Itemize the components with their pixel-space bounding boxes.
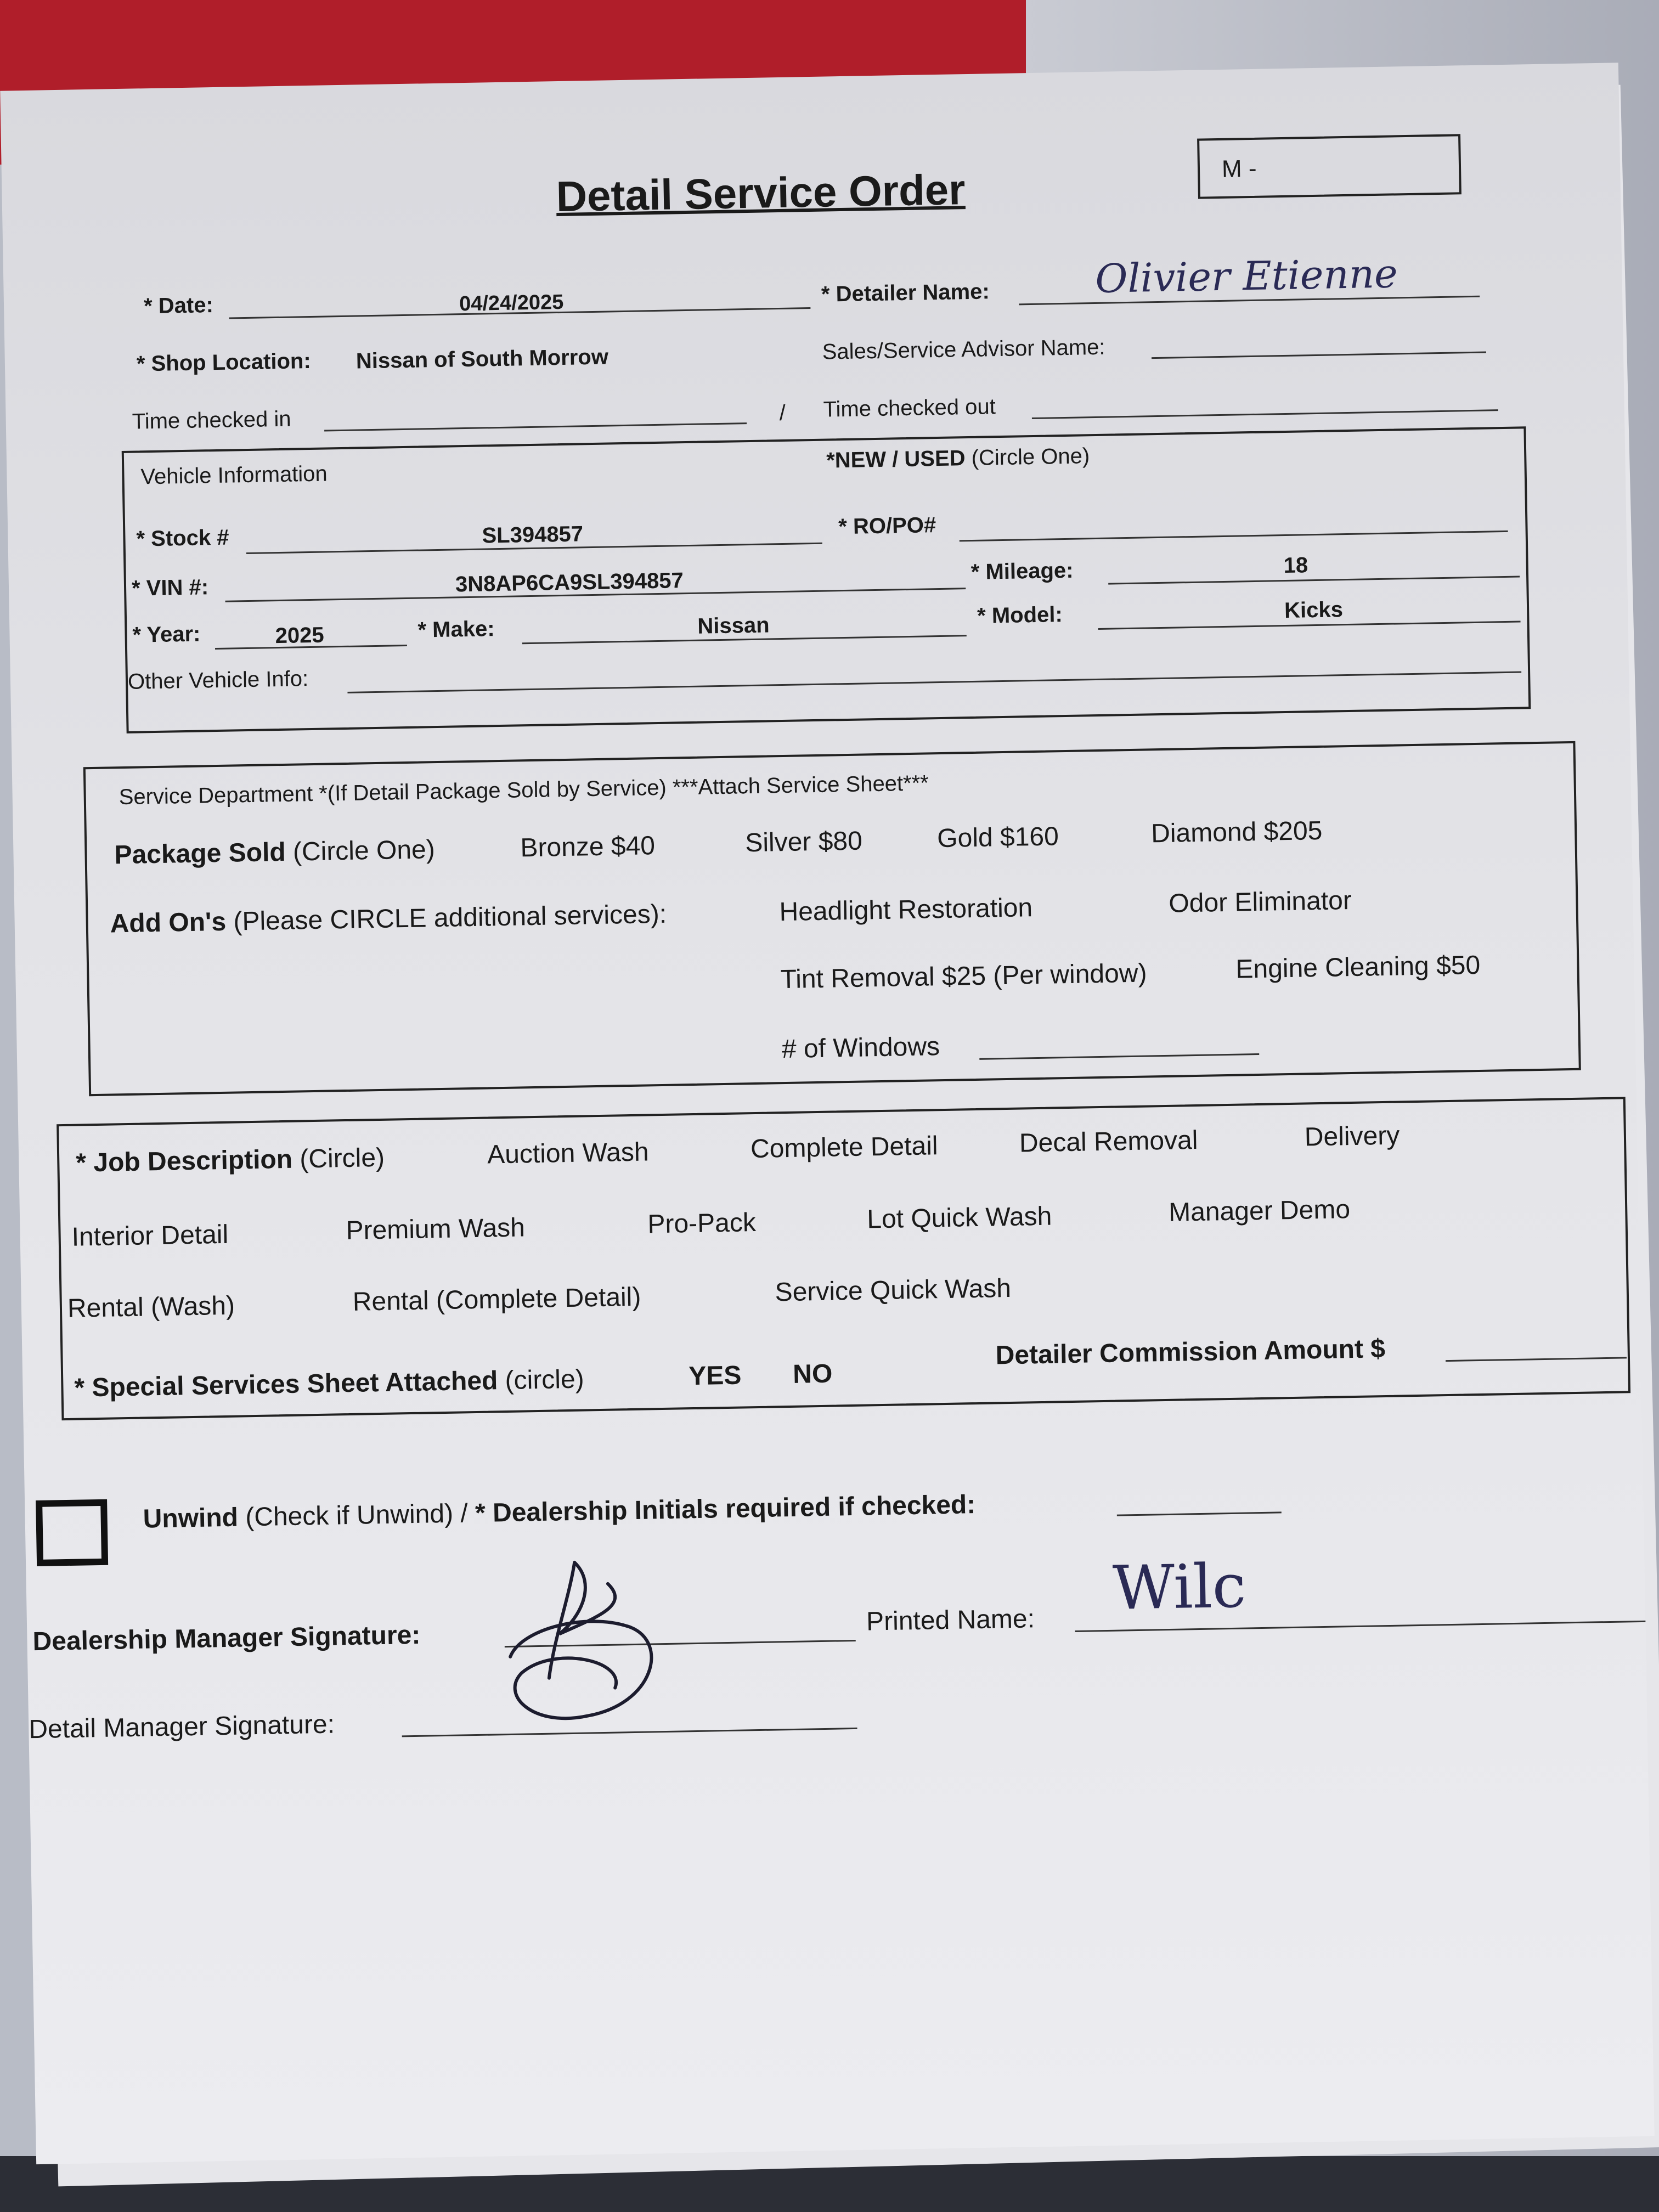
time-checked-in-label: Time checked in: [132, 407, 291, 434]
special-services-no[interactable]: NO: [792, 1359, 833, 1389]
stock-number-label: * Stock #: [136, 525, 229, 551]
time-checked-out-label: Time checked out: [823, 394, 996, 422]
order-number-box[interactable]: [1197, 134, 1462, 199]
unwind-note: (Check if Unwind) /: [245, 1499, 469, 1532]
addon-odor-eliminator[interactable]: Odor Eliminator: [1168, 885, 1352, 918]
stock-number-value: SL394857: [482, 522, 584, 548]
special-services-yes[interactable]: YES: [688, 1361, 742, 1391]
job-manager-demo[interactable]: Manager Demo: [1168, 1195, 1351, 1227]
package-sold-label: [114, 834, 435, 870]
addon-headlight-restoration[interactable]: Headlight Restoration: [779, 893, 1033, 927]
time-checked-out-line[interactable]: [1032, 409, 1498, 419]
vehicle-information-box: [122, 426, 1531, 733]
package-sold-circle-one: (Circle One): [292, 835, 436, 867]
detailer-commission-label: Detailer Commission Amount $: [995, 1334, 1386, 1370]
new-used-selector[interactable]: [826, 444, 1090, 473]
other-vehicle-info-label: Other Vehicle Info:: [127, 667, 309, 694]
job-description-label: [76, 1143, 385, 1178]
shop-location-value: Nissan of South Morrow: [356, 345, 609, 374]
job-description-text: * Job Description: [75, 1144, 293, 1178]
special-services-label: [74, 1364, 584, 1403]
detail-service-order-form: [0, 63, 1655, 2164]
service-department-heading: Service Department *(If Detail Package Sold by Service) ***Attach Service Sheet***: [119, 771, 929, 810]
job-service-quick-wash[interactable]: Service Quick Wash: [775, 1273, 1012, 1307]
job-decal-removal[interactable]: Decal Removal: [1019, 1125, 1198, 1158]
job-description-box: [57, 1097, 1630, 1420]
vin-value: 3N8AP6CA9SL394857: [455, 568, 684, 597]
dealership-initials-label: * Dealership Initials required if checked:: [475, 1490, 976, 1528]
detail-manager-signature-label: Detail Manager Signature:: [28, 1709, 335, 1745]
number-of-windows-line[interactable]: [979, 1053, 1259, 1060]
unwind-checkbox[interactable]: [36, 1499, 108, 1566]
addon-engine-cleaning[interactable]: Engine Cleaning $50: [1235, 950, 1481, 984]
model-value: Kicks: [1284, 597, 1344, 623]
other-vehicle-info-line[interactable]: [347, 672, 1521, 693]
number-of-windows-label: # of Windows: [781, 1032, 940, 1064]
add-ons-note: (Please CIRCLE additional services):: [233, 899, 667, 936]
detailer-name-label: * Detailer Name:: [821, 279, 990, 307]
addon-tint-removal[interactable]: Tint Removal $25 (Per window): [780, 958, 1147, 995]
vin-label: * VIN #:: [131, 575, 209, 601]
job-rental-wash[interactable]: Rental (Wash): [67, 1291, 235, 1323]
advisor-name-line[interactable]: [1152, 352, 1486, 359]
detailer-name-handwritten: Olivier Etienne: [1094, 250, 1398, 302]
dealership-manager-signature-mark: [487, 1549, 687, 1734]
special-services-circle: (circle): [505, 1364, 585, 1396]
model-label: * Model:: [977, 602, 1063, 628]
time-checked-in-line[interactable]: [324, 422, 747, 431]
new-used-circle-one: (Circle One): [971, 444, 1090, 470]
job-lot-quick-wash[interactable]: Lot Quick Wash: [866, 1201, 1052, 1234]
mileage-line[interactable]: [1108, 576, 1520, 585]
package-silver[interactable]: Silver $80: [744, 826, 863, 858]
unwind-label: [143, 1489, 975, 1534]
dealership-initials-line[interactable]: [1117, 1511, 1282, 1516]
package-diamond[interactable]: Diamond $205: [1150, 816, 1323, 849]
shop-location-label: * Shop Location:: [136, 348, 312, 376]
form-title: Detail Service Order: [555, 165, 966, 221]
package-gold[interactable]: Gold $160: [936, 822, 1059, 854]
time-separator: /: [779, 400, 786, 426]
date-label: * Date:: [143, 293, 214, 319]
job-complete-detail[interactable]: Complete Detail: [750, 1131, 938, 1164]
job-delivery[interactable]: Delivery: [1304, 1121, 1400, 1152]
new-used-label: *NEW / USED: [826, 446, 966, 473]
job-auction-wash[interactable]: Auction Wash: [487, 1137, 649, 1170]
year-label: * Year:: [132, 622, 201, 647]
unwind-text: Unwind: [143, 1503, 239, 1534]
date-value: 04/24/2025: [459, 290, 564, 316]
job-premium-wash[interactable]: Premium Wash: [346, 1213, 526, 1246]
year-value: 2025: [275, 623, 324, 648]
job-rental-complete-detail[interactable]: Rental (Complete Detail): [352, 1282, 641, 1317]
add-ons-label: [110, 899, 667, 939]
job-description-circle: (Circle): [299, 1143, 385, 1174]
package-sold-text: Package Sold: [114, 837, 286, 870]
mileage-label: * Mileage:: [970, 558, 1074, 584]
package-bronze[interactable]: Bronze $40: [520, 831, 656, 863]
dealership-manager-signature-label: Dealership Manager Signature:: [32, 1620, 421, 1657]
mileage-value: 18: [1283, 553, 1308, 578]
advisor-name-label: Sales/Service Advisor Name:: [822, 335, 1105, 364]
ro-po-label: * RO/PO#: [838, 513, 936, 539]
order-number-prefix: M -: [1221, 155, 1257, 183]
detailer-commission-line[interactable]: [1446, 1357, 1627, 1362]
job-interior-detail[interactable]: Interior Detail: [71, 1220, 229, 1252]
job-pro-pack[interactable]: Pro-Pack: [647, 1208, 757, 1239]
service-department-box: [83, 741, 1581, 1096]
special-services-text: * Special Services Sheet Attached: [74, 1366, 498, 1403]
printed-name-label: Printed Name:: [866, 1604, 1035, 1637]
make-value: Nissan: [697, 613, 770, 639]
add-ons-text: Add On's: [110, 907, 227, 939]
vehicle-information-label: Vehicle Information: [140, 461, 328, 489]
printed-name-handwritten: Wilc: [1112, 1550, 1247, 1623]
ro-po-line[interactable]: [960, 531, 1508, 541]
make-label: * Make:: [417, 617, 495, 642]
